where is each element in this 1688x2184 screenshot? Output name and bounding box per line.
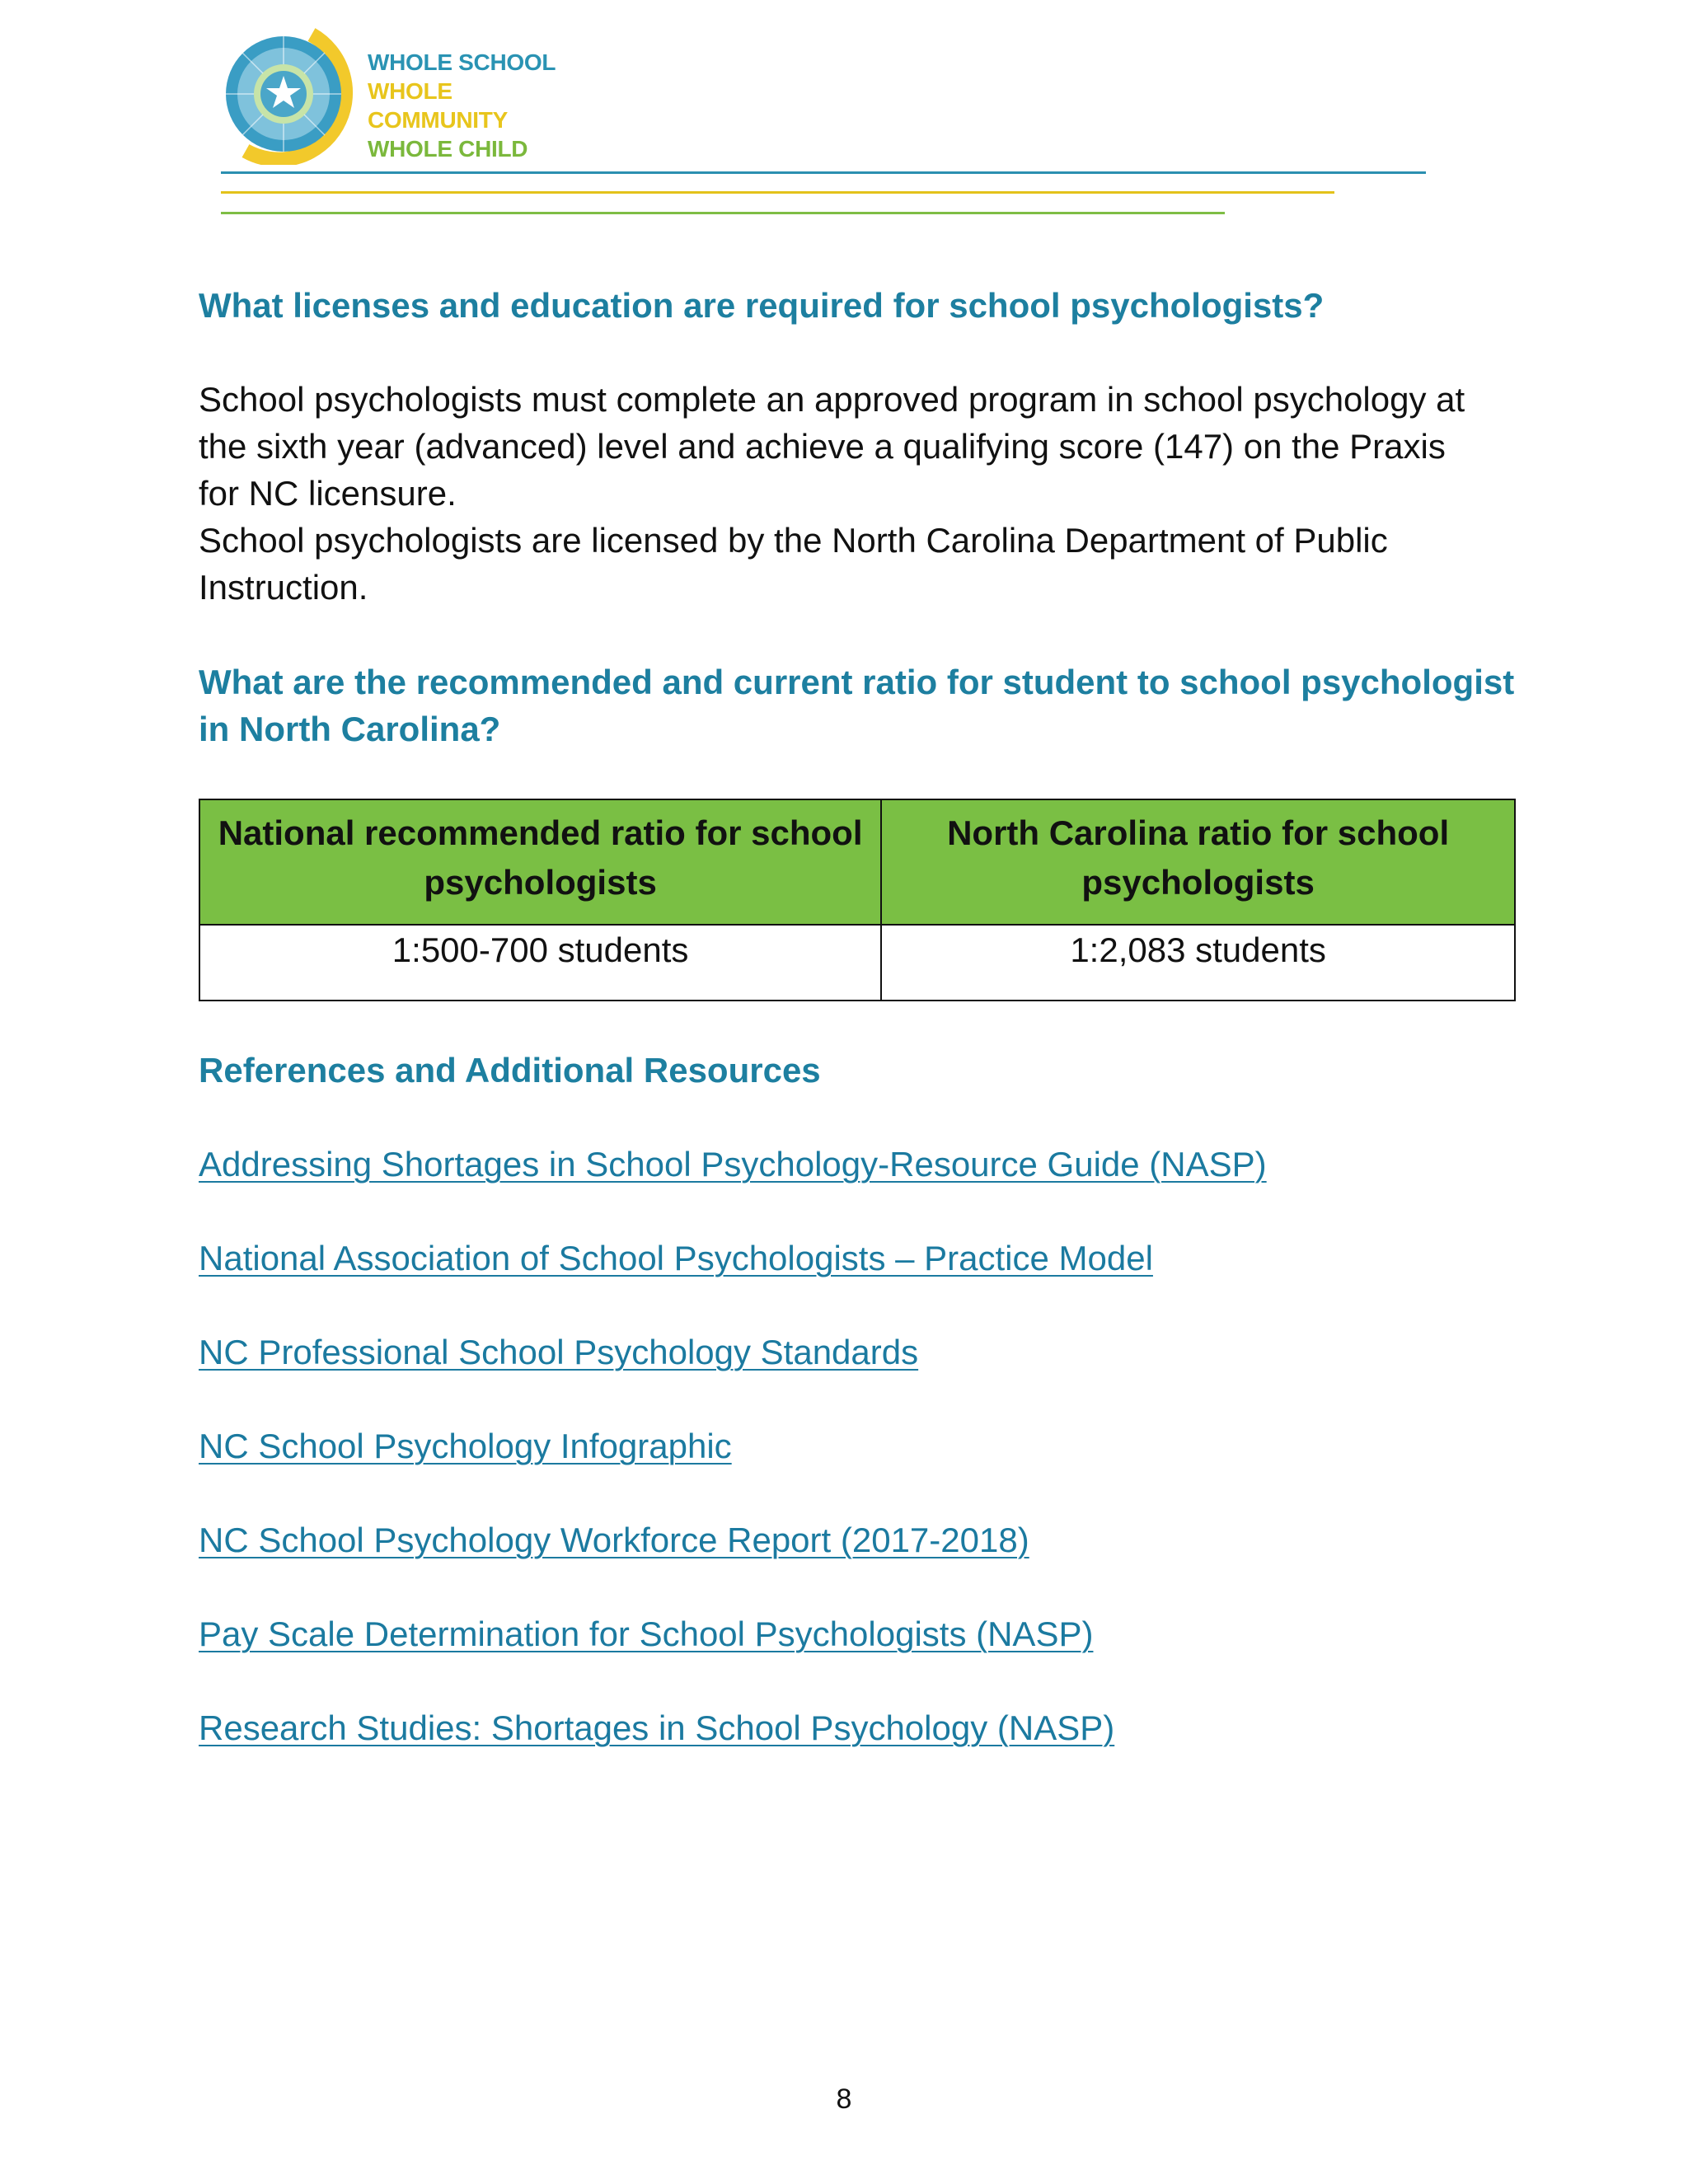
table-row xyxy=(199,925,1515,1001)
header-rule-green xyxy=(221,212,1225,214)
link-nc-workforce-report[interactable]: NC School Psychology Workforce Report (2017-2018) xyxy=(199,1521,1029,1559)
link-nc-infographic[interactable]: NC School Psychology Infographic xyxy=(199,1427,732,1465)
link-nasp-practice-model[interactable]: National Association of School Psychologists – Practice Model xyxy=(199,1239,1153,1277)
licenses-paragraph-line: School psychologists must complete an approved program in school psychology at xyxy=(199,380,1465,419)
header-rule-blue xyxy=(221,171,1426,174)
page-number: 8 xyxy=(836,2083,852,2115)
ratio-heading-line: in North Carolina? xyxy=(199,710,501,748)
licenses-heading: What licenses and education are required for school psychologists? xyxy=(199,286,1325,325)
header-rule-yellow xyxy=(221,191,1334,194)
link-research-studies[interactable]: Research Studies: Shortages in School Psychology (NASP) xyxy=(199,1708,1115,1747)
national-ratio-value: 1:500-700 students xyxy=(199,925,881,1001)
references-list xyxy=(199,1141,1550,1798)
link-nc-standards[interactable]: NC Professional School Psychology Standards xyxy=(199,1333,919,1371)
logo-wordmark xyxy=(368,48,592,163)
logo-line-whole-child: WHOLE CHILD xyxy=(368,136,528,162)
logo-line-whole-community: WHOLE COMMUNITY xyxy=(368,78,508,133)
header-text-line: psychologists xyxy=(1081,863,1315,902)
whole-school-logo xyxy=(213,23,592,163)
link-pay-scale[interactable]: Pay Scale Determination for School Psychologists (NASP) xyxy=(199,1615,1094,1653)
link-addressing-shortages[interactable]: Addressing Shortages in School Psychology-Resource Guide (NASP) xyxy=(199,1145,1267,1183)
header-text-line: psychologists xyxy=(424,863,657,902)
references-heading: References and Additional Resources xyxy=(199,1051,821,1090)
licenses-paragraph-line: the sixth year (advanced) level and achieve a qualifying score (147) on the Praxis xyxy=(199,427,1446,466)
ratio-heading xyxy=(199,658,1550,752)
licenses-paragraph-line: School psychologists are licensed by the North Carolina Department of Public xyxy=(199,521,1388,560)
header-text-line: North Carolina ratio for school xyxy=(947,813,1450,852)
ratio-table xyxy=(199,799,1516,1001)
logo-line-whole-school: WHOLE SCHOOL xyxy=(368,49,556,75)
national-ratio-header xyxy=(199,799,881,925)
licenses-paragraph-line: Instruction. xyxy=(199,568,368,607)
whole-school-wheel-icon xyxy=(213,23,354,165)
licenses-paragraph-line: for NC licensure. xyxy=(199,474,457,513)
header-text-line: National recommended ratio for school xyxy=(218,813,863,852)
ratio-table-header-row xyxy=(199,799,1515,925)
nc-ratio-value: 1:2,083 students xyxy=(881,925,1515,1001)
nc-ratio-header xyxy=(881,799,1515,925)
ratio-heading-line: What are the recommended and current ratio for student to school psychologist xyxy=(199,663,1515,701)
licenses-paragraph xyxy=(199,376,1550,611)
